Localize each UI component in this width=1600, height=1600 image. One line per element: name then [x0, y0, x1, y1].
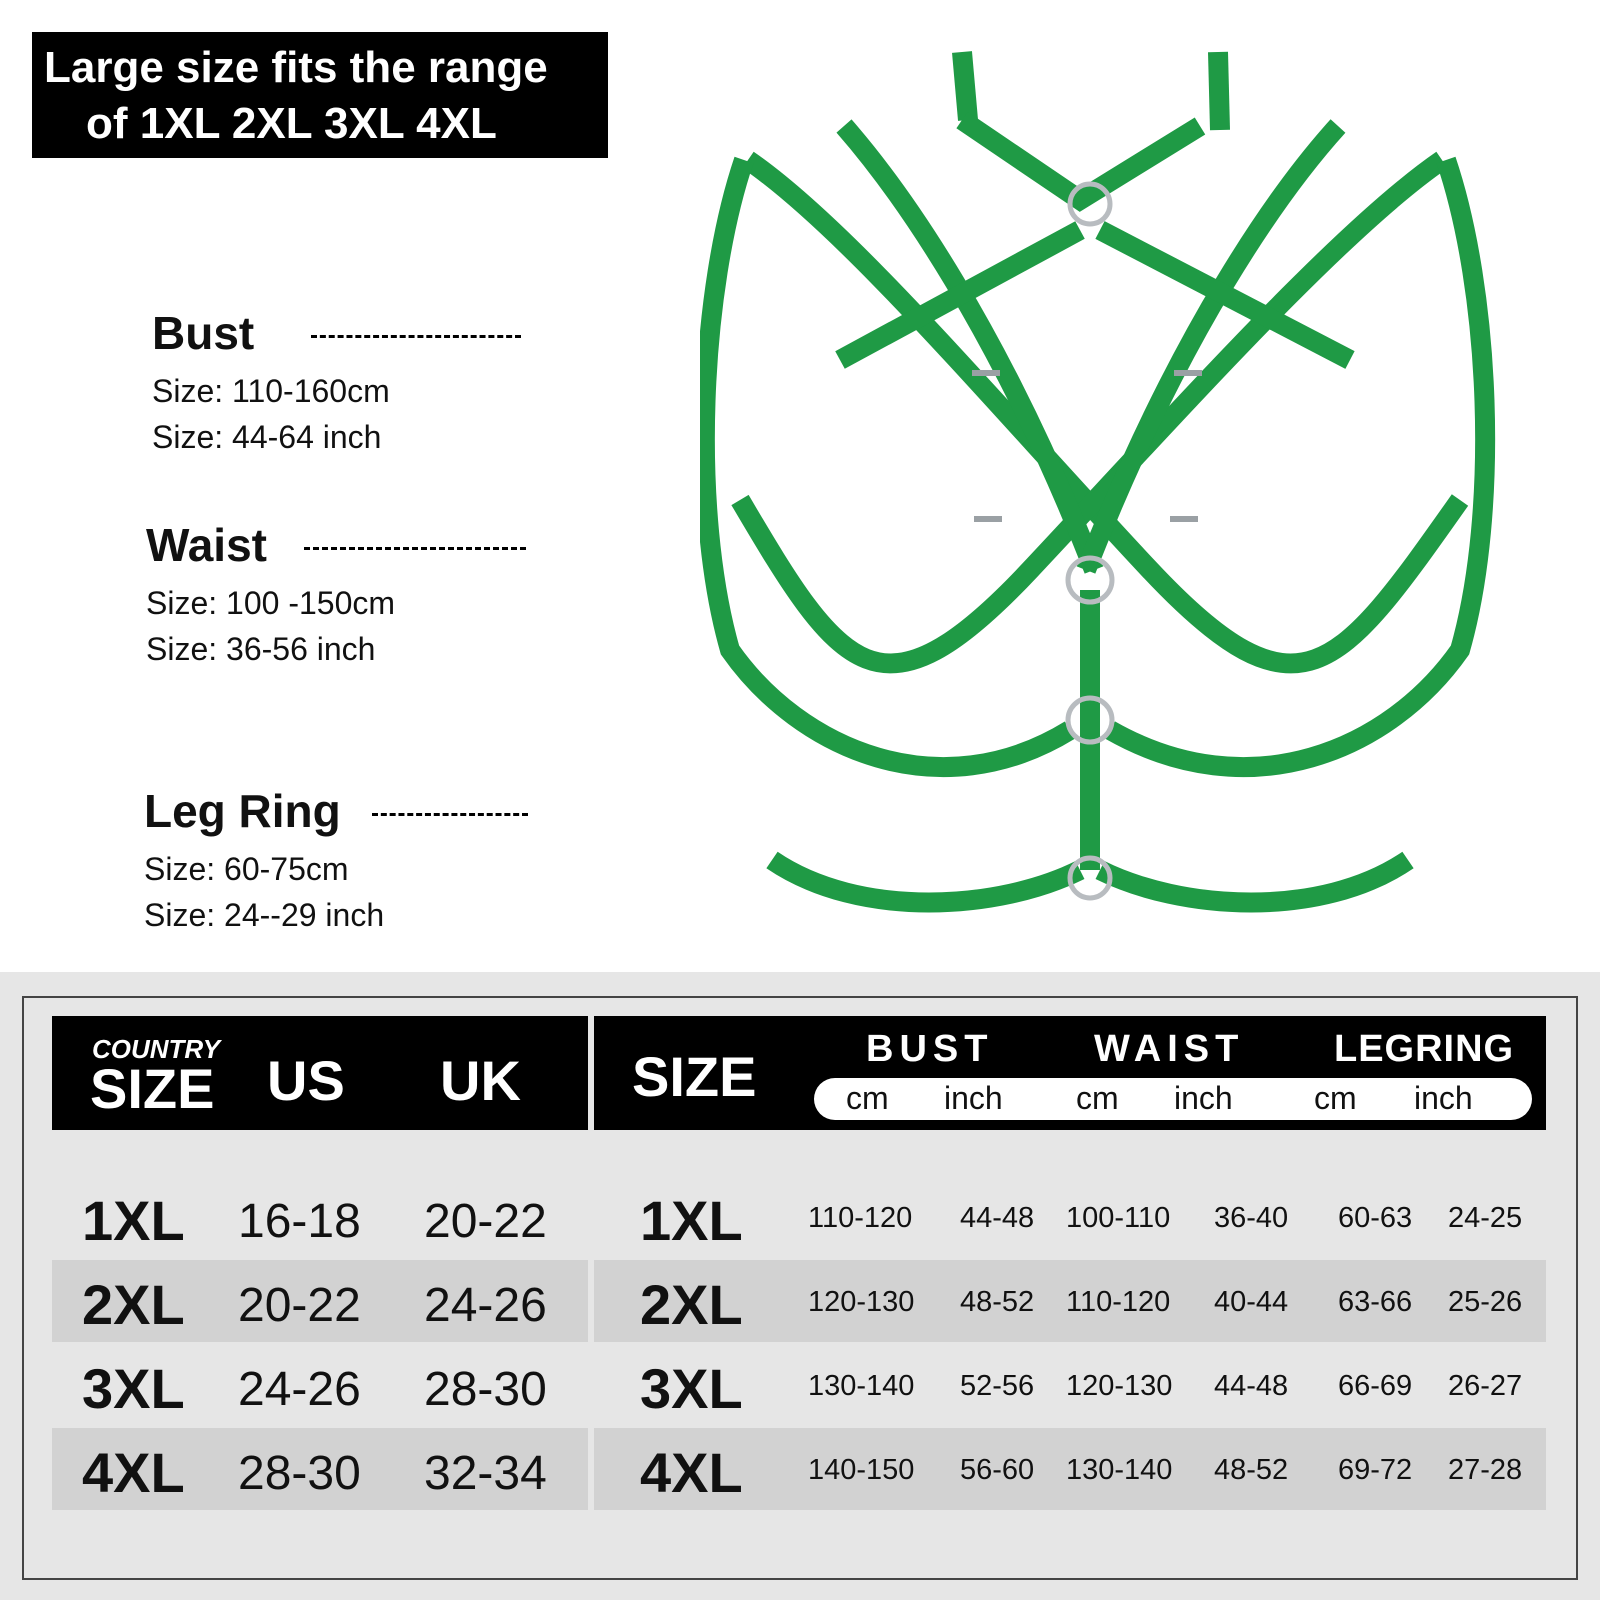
row-size2: 1XL	[640, 1189, 743, 1252]
waist-size-inch: Size: 36-56 inch	[146, 631, 376, 667]
row-waist-inch: 36-40	[1214, 1202, 1289, 1234]
size-label: SIZE	[90, 1057, 215, 1120]
row-waist-inch: 44-48	[1214, 1370, 1289, 1402]
row-uk: 24-26	[424, 1279, 547, 1332]
row-leg-cm: 66-69	[1338, 1370, 1413, 1402]
row-bust-cm: 140-150	[808, 1454, 915, 1486]
us-header: US	[267, 1049, 345, 1112]
row-leg-cm: 69-72	[1338, 1454, 1413, 1486]
unit-inch: inch	[1174, 1080, 1233, 1116]
bust-size-cm: Size: 110-160cm	[152, 373, 390, 409]
banner-line-2: of 1XL 2XL 3XL 4XL	[86, 99, 497, 148]
row-size: 1XL	[82, 1189, 185, 1252]
waist-size-cm: Size: 100 -150cm	[146, 585, 396, 621]
row-leg-inch: 25-26	[1448, 1286, 1523, 1318]
bust-header: BUST	[866, 1028, 994, 1070]
row-bust-cm: 120-130	[808, 1286, 915, 1318]
row-size2: 4XL	[640, 1441, 743, 1504]
size-header: SIZE	[632, 1045, 757, 1108]
row-uk: 28-30	[424, 1363, 547, 1416]
table-row	[52, 1344, 1546, 1426]
unit-bar	[814, 1078, 1532, 1120]
row-size: 4XL	[82, 1441, 185, 1504]
table-header-left	[52, 1016, 588, 1130]
uk-header: UK	[440, 1049, 521, 1112]
slider-buckle	[972, 370, 1000, 376]
leg-ring-dash-line	[372, 813, 528, 816]
waist-label: Waist	[146, 519, 267, 571]
waist-dash-line	[304, 547, 526, 550]
unit-inch: inch	[1414, 1080, 1473, 1116]
bust-measurement	[152, 306, 521, 460]
row-leg-cm: 60-63	[1338, 1202, 1413, 1234]
green-harness-illustration	[700, 30, 1520, 950]
unit-inch: inch	[944, 1080, 1003, 1116]
unit-cm: cm	[1314, 1080, 1357, 1116]
row-bust-inch: 52-56	[960, 1370, 1035, 1402]
leg-ring-label: Leg Ring	[144, 785, 341, 837]
table-header-right	[594, 1016, 1546, 1130]
row-uk: 32-34	[424, 1447, 547, 1500]
waist-header: WAIST	[1094, 1028, 1245, 1070]
row-bust-cm: 110-120	[808, 1202, 913, 1234]
row-waist-inch: 40-44	[1214, 1286, 1289, 1318]
legring-header: LEGRING	[1334, 1028, 1515, 1070]
country-label: COUNTRY	[92, 1034, 221, 1064]
row-waist-cm: 110-120	[1066, 1286, 1171, 1318]
row-leg-inch: 24-25	[1448, 1202, 1523, 1234]
row-us: 24-26	[238, 1363, 361, 1416]
row-bust-cm: 130-140	[808, 1370, 915, 1402]
slider-buckle	[1170, 516, 1198, 522]
unit-cm: cm	[1076, 1080, 1119, 1116]
row-bust-inch: 56-60	[960, 1454, 1035, 1486]
row-us: 28-30	[238, 1447, 361, 1500]
row-waist-inch: 48-52	[1214, 1454, 1289, 1486]
row-us: 20-22	[238, 1279, 361, 1332]
bust-label: Bust	[152, 307, 255, 359]
table-row	[52, 1176, 1546, 1258]
banner-line-1: Large size fits the range	[44, 43, 548, 92]
slider-buckle	[1174, 370, 1202, 376]
leg-ring-size-inch: Size: 24--29 inch	[144, 897, 385, 933]
table-row	[52, 1260, 1546, 1342]
row-size: 2XL	[82, 1273, 185, 1336]
bust-dash-line	[311, 335, 521, 338]
row-size2: 3XL	[640, 1357, 743, 1420]
row-waist-cm: 120-130	[1066, 1370, 1173, 1402]
slider-buckle	[974, 516, 1002, 522]
row-size: 3XL	[82, 1357, 185, 1420]
row-uk: 20-22	[424, 1195, 547, 1248]
row-leg-cm: 63-66	[1338, 1286, 1413, 1318]
column-divider	[588, 1016, 594, 1516]
fit-range-banner	[32, 32, 608, 158]
row-us: 16-18	[238, 1195, 361, 1248]
unit-cm: cm	[846, 1080, 889, 1116]
row-leg-inch: 27-28	[1448, 1454, 1523, 1486]
table-row	[52, 1428, 1546, 1510]
row-bust-inch: 48-52	[960, 1286, 1035, 1318]
row-bust-inch: 44-48	[960, 1202, 1035, 1234]
row-waist-cm: 130-140	[1066, 1454, 1173, 1486]
leg-ring-size-cm: Size: 60-75cm	[144, 851, 349, 887]
leg-ring-measurement	[144, 784, 528, 938]
bust-size-inch: Size: 44-64 inch	[152, 419, 382, 455]
row-waist-cm: 100-110	[1066, 1202, 1171, 1234]
waist-measurement	[146, 518, 526, 672]
row-size2: 2XL	[640, 1273, 743, 1336]
row-leg-inch: 26-27	[1448, 1370, 1523, 1402]
